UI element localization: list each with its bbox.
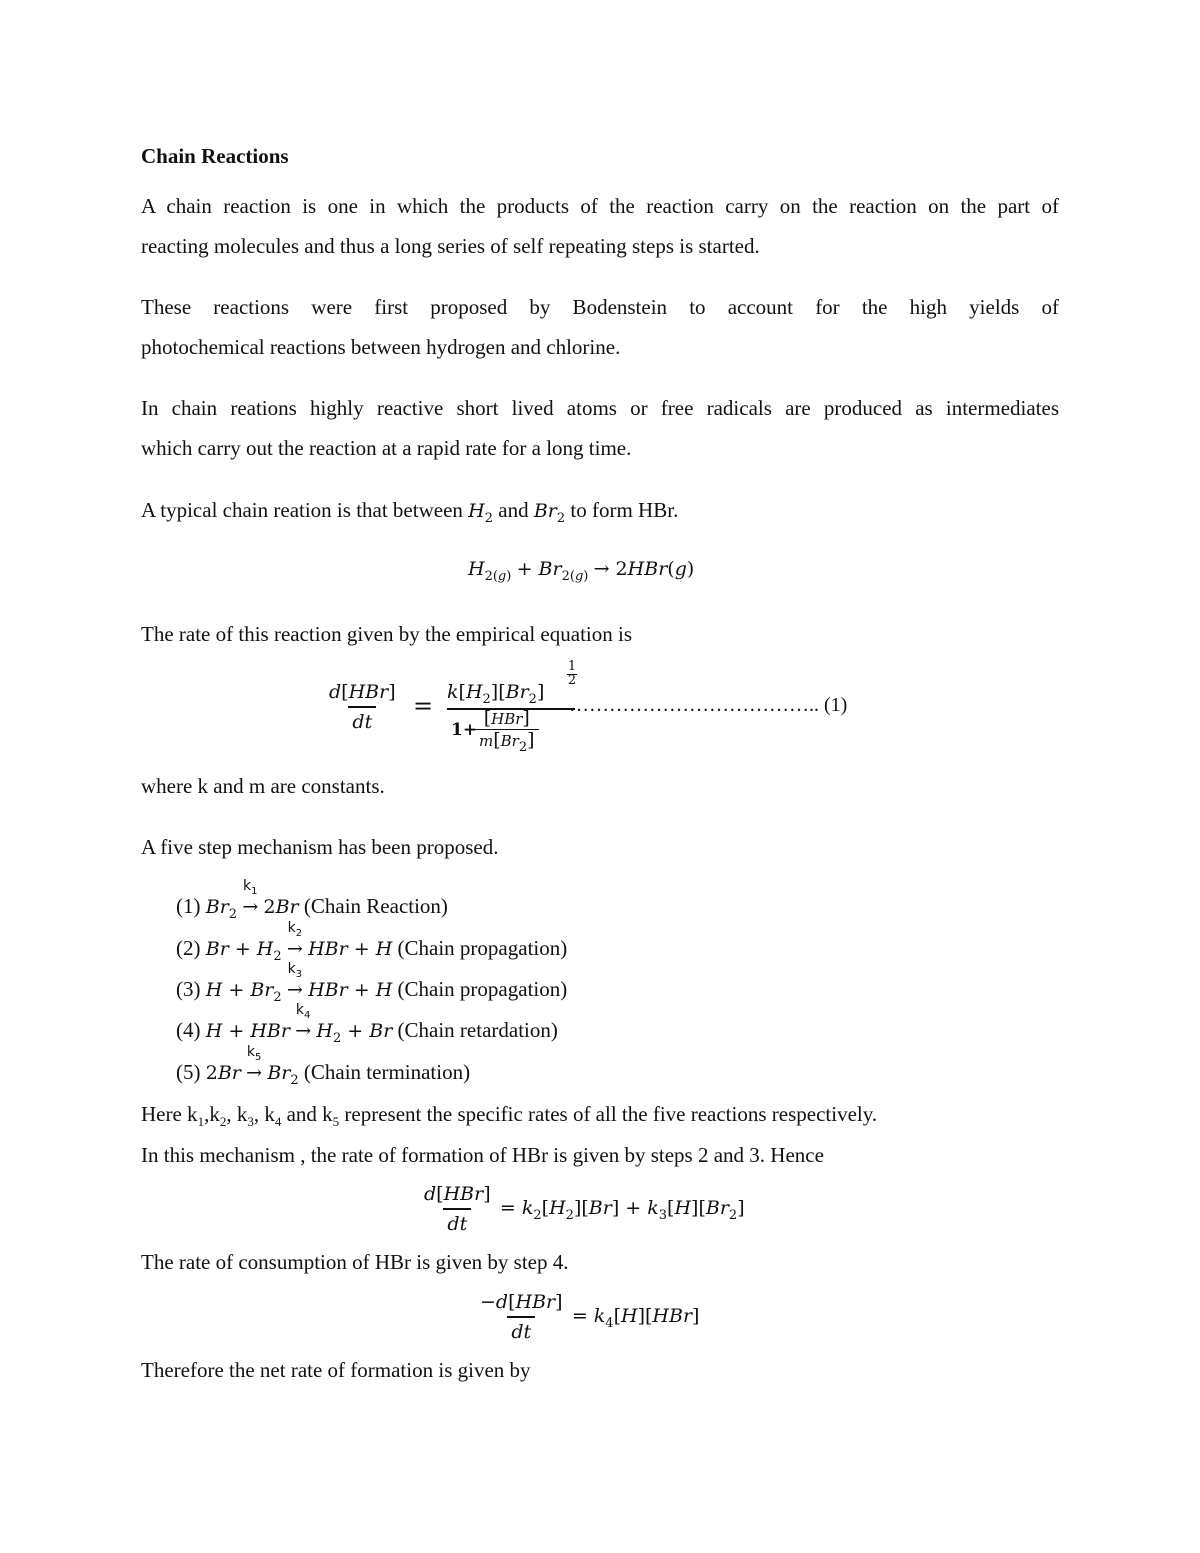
step-5: (5) 2Br $k_5$ → $Br_2$ (Chain termination) bbox=[176, 1044, 471, 1088]
paragraph-4-and: and bbox=[498, 498, 529, 522]
h2-formula: $H_2$ bbox=[468, 500, 493, 526]
paragraph-4-after: to form HBr. bbox=[570, 498, 679, 522]
constants-note: where k and m are constants. bbox=[141, 774, 385, 798]
step-3-description: (Chain propagation) bbox=[397, 977, 568, 1001]
step-5-description: (Chain termination) bbox=[303, 1060, 471, 1084]
step-3: (3) $H + Br_2$ $k_3$ → HBr + H (Chain propagation) bbox=[176, 961, 568, 1005]
specific-rates-before: Here k bbox=[141, 1102, 198, 1126]
step-1-description: (Chain Reaction) bbox=[303, 894, 448, 918]
step-4-number: (4) bbox=[176, 1018, 201, 1042]
mechanism-intro: A five step mechanism has been proposed. bbox=[141, 835, 499, 859]
formation-intro: In this mechanism , the rate of formation of HBr is given by steps 2 and 3. Hence bbox=[141, 1143, 824, 1167]
paragraph-3-line-1: In chain reations highly reactive short lived atoms or free radicals are produced as intermediates bbox=[141, 396, 1059, 420]
consumption-rate-equation: $\frac{\text{−d[HBr]}}{dt}$ = $k_4[H][HBr]$ bbox=[476, 1288, 699, 1346]
specific-rates-after: represent the specific rates of all the five reactions respectively. bbox=[344, 1102, 878, 1126]
paragraph-4-before: A typical chain reation is that between bbox=[141, 498, 463, 522]
step-2: (2) $Br + H_2$ $k_2$ → HBr + H (Chain propagation) bbox=[176, 920, 568, 964]
paragraph-1-line-2: reacting molecules and thus a long series of self repeating steps is started. bbox=[141, 234, 760, 258]
specific-rates-sentence: Here $k_1,k_2$, $k_3$, $k_4$ and $k_5$ represent the specific rates of all the five reactions respectively. bbox=[141, 1102, 878, 1130]
paragraph-1-line-1: A chain reaction is one in which the products of the reaction carry on the reaction on the part of bbox=[141, 194, 1059, 218]
overall-reaction-equation: $H_{2(g)} + Br_{2(g)} \to 2HBr(g)$ bbox=[468, 558, 695, 584]
br2-formula: $Br_2$ bbox=[533, 500, 566, 526]
paragraph-2-line-2: photochemical reactions between hydrogen and chlorine. bbox=[141, 335, 621, 359]
paragraph-2-line-1: These reactions were first proposed by Bodenstein to account for the high yields of bbox=[141, 295, 1059, 319]
step-1: (1) $Br_2$ $k_1$ → 2Br (Chain Reaction) bbox=[176, 878, 448, 922]
step-4: (4) H + HBr $k_4$ → $H_2 + Br$ (Chain retardation) bbox=[176, 1002, 558, 1046]
formation-rate-equation: $\frac{\text{d[HBr]}}{dt}$ = $k_2[H_2][Br] + k_3[H][Br_2]$ bbox=[420, 1180, 745, 1238]
net-rate-intro: Therefore the net rate of formation is given by bbox=[141, 1358, 531, 1382]
paragraph-3-line-2: which carry out the reaction at a rapid rate for a long time. bbox=[141, 436, 632, 460]
step-2-description: (Chain propagation) bbox=[397, 936, 568, 960]
rate-intro: The rate of this reaction given by the empirical equation is bbox=[141, 622, 632, 646]
step-1-number: (1) bbox=[176, 894, 201, 918]
step-4-description: (Chain retardation) bbox=[397, 1018, 558, 1042]
step-5-number: (5) bbox=[176, 1060, 201, 1084]
paragraph-4 bbox=[141, 490, 678, 539]
consumption-intro: The rate of consumption of HBr is given by step 4. bbox=[141, 1250, 569, 1274]
heading: Chain Reactions bbox=[141, 144, 289, 168]
step-2-number: (2) bbox=[176, 936, 201, 960]
equation-1-label: ……………………………….. (1) bbox=[569, 694, 848, 716]
document-page: Chain Reactions A chain reaction is one in which the products of the reaction carry on the reaction on the part of reacting molecules and thus a long series of self repeating steps is started. These reactions were first proposed by Bodenstein to account for the high yields of photochemical reactions between hydrogen and chlorine. In chain reations highly reactive short lived atoms or free radicals are produced as intermediates which carry out the reaction at a rapid rate for a long time. A typical chain reation is that between $H_2$ and $Br_2$ to form HBr. $H_{2(g)} + Br_{2(g)} \to 2HBr(g)$ The rate of this reaction given by the empirical equation is d[HBr] dt = 1 2 $k[H_2][Br_2]$ 1+ [HBr] m[Br2] ……………………………….. (1) where k and m are constants. A five step mechanism has been proposed. (1) $Br_2$ $k_1$ → 2Br (Chain Reaction) (2) $Br + H_2$ $k_2$ → HBr + H (Chain propagation) (3) $H + Br_2$ $k_3$ → HBr + H (Chain propagation) (4) H + HBr $k_4$ → $H_2 + Br$ (Chain retardation) (5) 2Br $k_5$ → $Br_2$ (Chain termination) Here $k_1,k_2$, $k_3$, $k_4$ and $k_5$ represent the specific rates of all the five reactions respectively. In this mechanism , the rate of formation of HBr is given by steps 2 and 3. Hence $\frac{\text{d[HBr]}}{dt}$ = $k_2[H_2][Br] + k_3[H][Br_2]$ The rate of consumption of HBr is given by step 4. $\frac{\text{−d[HBr]}}{dt}$ = $k_4[H][HBr]$ Therefore the net rate of formation is given by bbox=[0, 0, 1200, 1553]
step-3-number: (3) bbox=[176, 977, 201, 1001]
lhs-fraction: d[HBr] dt bbox=[325, 678, 400, 736]
